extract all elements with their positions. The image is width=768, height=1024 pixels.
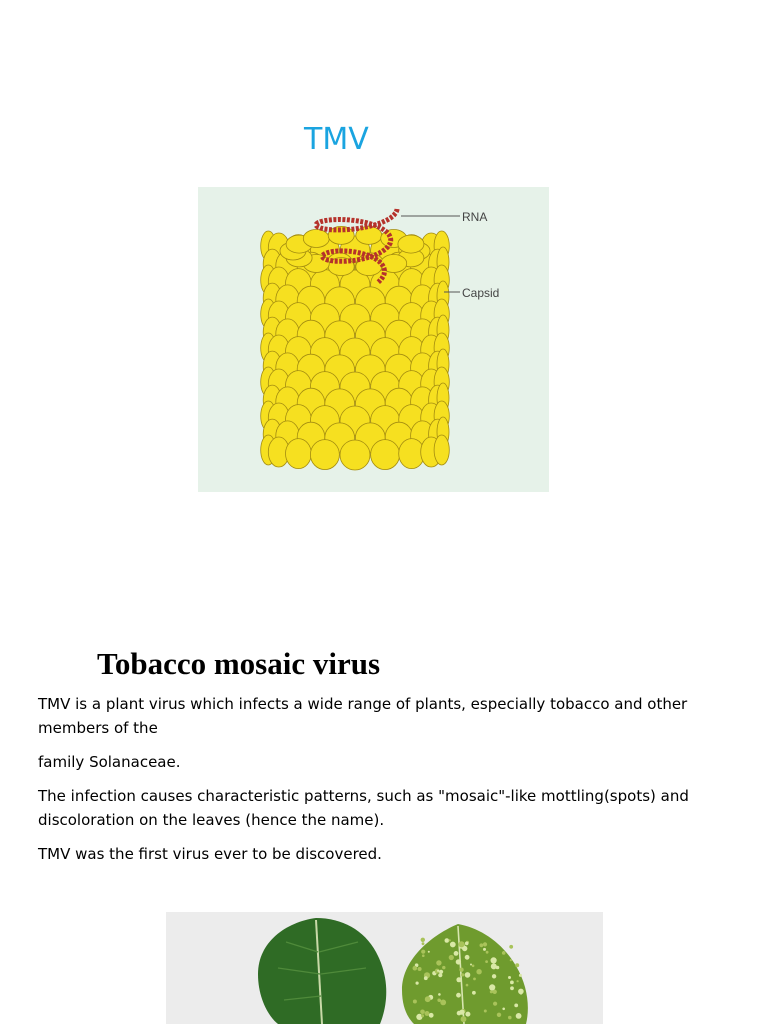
mosaic-spot	[429, 1013, 434, 1018]
mosaic-spot	[483, 948, 486, 951]
mosaic-spot	[502, 951, 506, 955]
mosaic-spot	[465, 1012, 470, 1017]
paragraph: family Solanaceae.	[38, 753, 181, 771]
mosaic-spot	[517, 980, 519, 982]
mosaic-spot	[454, 951, 459, 956]
mosaic-spot	[421, 1014, 424, 1017]
mosaic-spot	[442, 966, 445, 969]
mosaic-spot	[508, 976, 511, 979]
tmv-diagram	[198, 187, 549, 492]
mosaic-spot	[510, 986, 514, 990]
mosaic-spot	[515, 963, 519, 967]
capsid-subunit	[310, 440, 339, 470]
mosaic-spot	[459, 968, 463, 972]
paragraph: TMV was the first virus ever to be discovered.	[38, 845, 382, 863]
mosaic-spot	[428, 951, 430, 953]
mosaic-spot	[480, 943, 484, 947]
mosaic-spot	[497, 1013, 501, 1017]
rna-label: RNA	[462, 210, 488, 224]
mosaic-spot	[519, 974, 522, 977]
mosaic-spot	[470, 964, 472, 966]
mosaic-spot	[461, 973, 464, 976]
mosaic-spot	[456, 959, 461, 964]
mosaic-spot	[491, 957, 497, 963]
mosaic-spot	[456, 993, 461, 998]
mosaic-spot	[489, 984, 495, 990]
mosaic-spot	[484, 1010, 487, 1013]
mosaic-spot	[458, 941, 464, 947]
mosaic-spot	[509, 945, 513, 949]
mosaic-spot	[485, 960, 488, 963]
mosaic-spot	[502, 1008, 505, 1011]
mosaic-spot	[416, 982, 419, 985]
mosaic-spot	[514, 1004, 518, 1008]
mosaic-spot	[421, 950, 425, 954]
mosaic-spot	[483, 942, 487, 946]
mosaic-spot	[422, 954, 425, 957]
mosaic-spot	[449, 955, 454, 960]
mosaic-spot	[425, 1011, 430, 1016]
mosaic-spot	[493, 1002, 497, 1006]
mosaic-spot	[438, 993, 441, 996]
mosaic-spot	[490, 990, 493, 993]
infected-leaf-photo	[166, 912, 603, 1024]
mosaic-spot	[413, 966, 418, 971]
slide-title: TMV	[304, 122, 369, 157]
paragraph: The infection causes characteristic patterns, such as "mosaic"-like mottling(spots) and discoloration on the leaves (hence the name).	[38, 787, 689, 829]
mosaic-spot	[516, 1013, 522, 1019]
mosaic-spot	[466, 984, 469, 987]
mosaic-spot	[425, 996, 431, 1002]
mosaic-spot	[424, 976, 428, 980]
mosaic-spot	[472, 991, 476, 995]
mosaic-spot	[450, 942, 456, 948]
capsid-subunit	[286, 439, 312, 469]
mosaic-spot	[418, 967, 422, 971]
capsid-subunit	[398, 235, 424, 253]
mosaic-spot	[437, 999, 440, 1002]
mosaic-spot	[422, 942, 425, 945]
mosaic-spot	[457, 1011, 462, 1016]
capsid-illustration	[261, 226, 450, 470]
capsid-subunit	[371, 440, 400, 470]
mosaic-spot	[510, 981, 514, 985]
section-heading: Tobacco mosaic virus	[97, 646, 381, 681]
mosaic-spot	[413, 1000, 417, 1004]
mosaic-spot	[520, 992, 523, 995]
mosaic-spot	[476, 969, 481, 974]
mosaic-spot	[445, 938, 450, 943]
capsid-subunit	[328, 226, 354, 244]
mosaic-spot	[461, 1016, 467, 1022]
mosaic-spot	[420, 1010, 425, 1015]
mosaic-spot	[439, 970, 443, 974]
mosaic-spot	[440, 1000, 446, 1006]
capsid-subunit	[303, 230, 329, 248]
mosaic-spot	[465, 972, 471, 978]
capsid-subunit	[340, 440, 370, 470]
capsid-subunit	[434, 435, 449, 465]
mosaic-spot	[472, 965, 475, 968]
mosaic-spot	[473, 978, 476, 981]
capsid-label: Capsid	[462, 286, 500, 300]
mosaic-spot	[491, 963, 497, 969]
mosaic-spot	[465, 942, 469, 946]
mosaic-spot	[436, 960, 441, 965]
mosaic-spot	[510, 959, 512, 961]
mosaic-spot	[421, 938, 425, 942]
mosaic-spot	[492, 974, 496, 978]
mosaic-spot	[437, 970, 439, 972]
mosaic-spot	[486, 951, 489, 954]
mosaic-spot	[465, 955, 470, 960]
mosaic-spot	[456, 977, 461, 982]
mosaic-spot	[449, 939, 451, 941]
paragraph: TMV is a plant virus which infects a wide range of plants, especially tobacco and other members of the	[38, 695, 688, 737]
mosaic-spot	[508, 1016, 512, 1020]
